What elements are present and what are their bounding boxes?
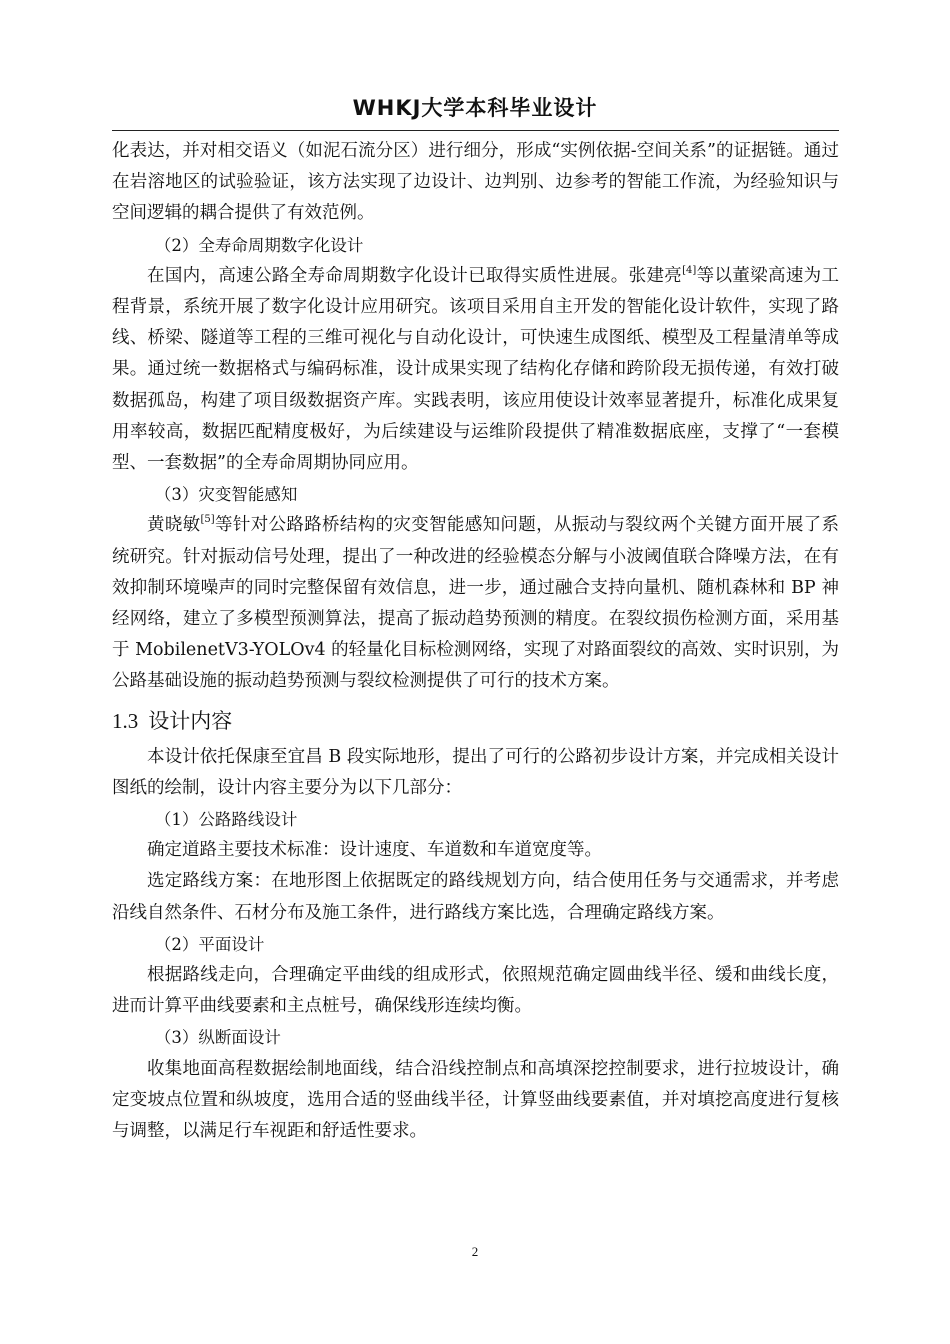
section-heading <box>112 702 839 740</box>
page-header-title: WHKJ大学本科毕业设计 <box>352 96 598 120</box>
subheading-profile-design: （3）纵断面设计 <box>154 1028 281 1048</box>
body-paragraph: 根据路线走向，合理确定平曲线的组成形式，依照规范确定圆曲线半径、缓和曲线长度，进而计算平曲线要素和主点桩号，确保线形连续均衡。 <box>112 965 839 1017</box>
paragraph-text: 黄晓敏 <box>147 515 201 536</box>
body-paragraph: 收集地面高程数据绘制地面线，结合沿线控制点和高填深挖控制要求，进行拉坡设计，确定变坡点位置和纵坡度，选用合适的竖曲线半径，计算竖曲线要素值，并对填挖高度进行复核与调整，以满足行车视距和舒适性要求。 <box>112 1058 839 1142</box>
paragraph-text: 等以董梁高速为工程背景，系统开展了数字化设计应用研究。该项目采用自主开发的智能化设计软件，实现了路线、桥梁、隧道等工程的三维可视化与自动化设计，可快速生成图纸、模型及工程量清单等成果。通过统一数据格式与编码标准，设计成果实现了结构化存储和跨阶段无损传递，有效打破数据孤岛，构建了项目级数据资产库。实践表明，该应用使设计效率显著提升，标准化成果复用率较高，数据匹配精度极好，为后续建设与运维阶段提供了精准数据底座，支撑了“一套模型、一套数据”的全寿命周期协同应用。 <box>112 265 839 474</box>
subheading-route-design: （1）公路路线设计 <box>154 810 298 830</box>
subheading-plan-design: （2）平面设计 <box>154 934 265 954</box>
section-title: 设计内容 <box>148 708 233 733</box>
citation-ref: [5] <box>200 514 215 526</box>
page-number: 2 <box>471 1244 479 1259</box>
subheading-lifecycle-design: （2）全寿命周期数字化设计 <box>154 235 364 255</box>
body-paragraph: 化表达，并对相交语义（如泥石流分区）进行细分，形成“实例依据-空间关系”的证据链。通过在岩溶地区的试验验证，该方法实现了边设计、边判别、边参考的智能工作流，为经验知识与空间逻辑的耦合提供了有效范例。 <box>112 141 839 224</box>
body-paragraph: 确定道路主要技术标准：设计速度、车道数和车道宽度等。 <box>147 840 602 861</box>
body-paragraph <box>112 510 839 697</box>
body-paragraph <box>112 261 839 479</box>
section-number: 1.3 <box>112 708 139 733</box>
document-body <box>112 136 839 1147</box>
body-paragraph: 选定路线方案：在地形图上依据既定的路线规划方向，结合使用任务与交通需求，并考虑沿线自然条件、石材分布及施工条件，进行路线方案比选，合理确定路线方案。 <box>112 871 839 923</box>
header-divider <box>112 130 839 131</box>
body-paragraph: 本设计依托保康至宜昌 B 段实际地形，提出了可行的公路初步设计方案，并完成相关设计图纸的绘制，设计内容主要分为以下几部分： <box>112 746 839 798</box>
paragraph-text: 在国内，高速公路全寿命周期数字化设计已取得实质性进展。张建亮 <box>147 265 683 286</box>
subheading-disaster-sensing: （3）灾变智能感知 <box>154 485 298 505</box>
paragraph-text: 等针对公路路桥结构的灾变智能感知问题，从振动与裂纹两个关键方面开展了系统研究。针对振动信号处理，提出了一种改进的经验模态分解与小波阈值联合降噪方法，在有效抑制环境噪声的同时完整保留有效信息，进一步，通过融合支持向量机、随机森林和 BP 神经网络，建立了多模型预测算法，提高了振动趋势预测的精度。在裂纹损伤检测方面，采用基于 MobilenetV3-YOLOv4 的轻量化目标检测网络，实现了对路面裂纹的高效、实时识别，为公路基础设施的振动趋势预测与裂纹检测提供了可行的技术方案。 <box>112 515 840 692</box>
citation-ref: [4] <box>682 264 697 276</box>
